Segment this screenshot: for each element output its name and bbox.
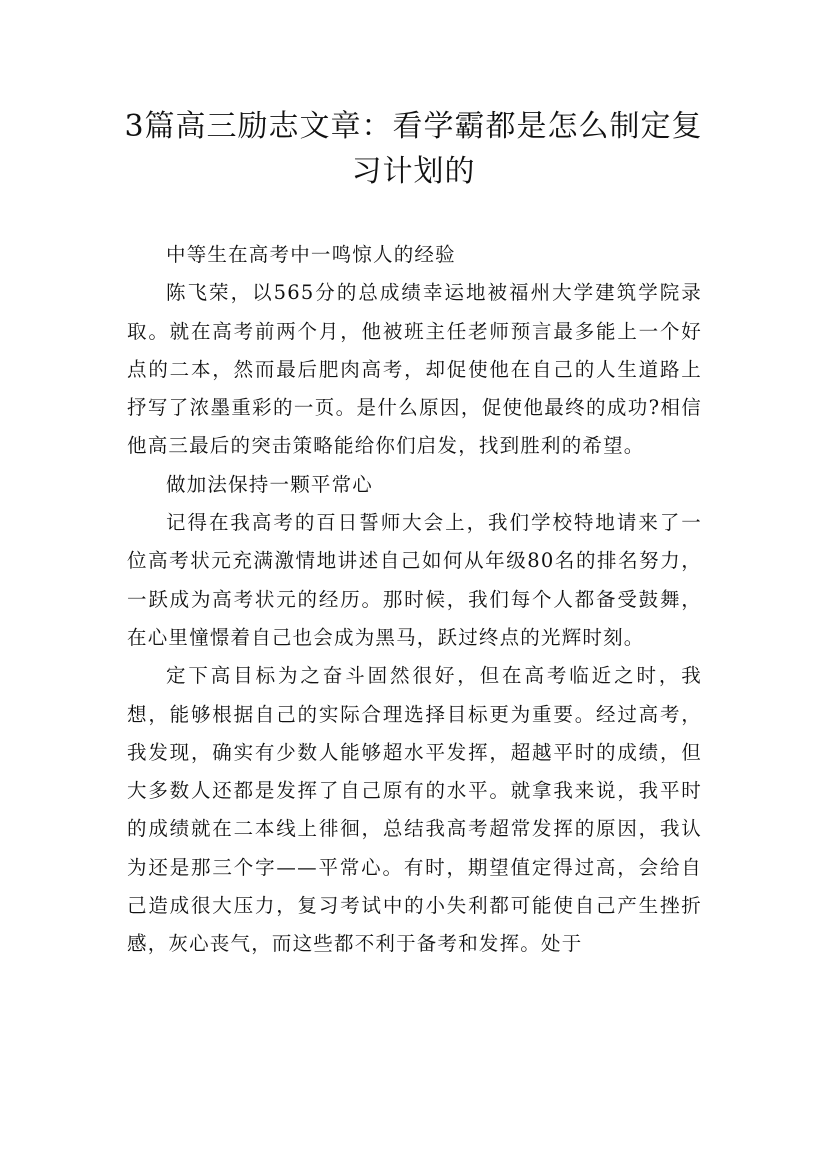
body-paragraph: 陈飞荣，以565分的总成绩幸运地被福州大学建筑学院录取。就在高考前两个月，他被班主任老师预言最多能上一个好点的二本，然而最后肥肉高考，却促使他在自己的人生道路上抒写了浓墨重彩的一页。是什么原因，促使他最终的成功?相信他高三最后的突击策略能给你们启发，找到胜利的希望。 [127,281,702,458]
body-paragraph: 记得在我高考的百日誓师大会上，我们学校特地请来了一位高考状元充满激情地讲述自己如何从年级80名的排名努力，一跃成为高考状元的经历。那时候，我们每个人都备受鼓舞，在心里憧憬着自己也会成为黑马，跃过终点的光辉时刻。 [127,511,702,649]
document-title: 3篇高三励志文章：看学霸都是怎么制定复习计划的 [124,109,703,189]
section-heading: 做加法保持一颗平常心 [166,472,374,496]
document-body [127,236,702,964]
section-heading: 中等生在高考中一鸣惊人的经验 [166,243,456,266]
body-paragraph: 定下高目标为之奋斗固然很好，但在高考临近之时，我想，能够根据自己的实际合理选择目标更为重要。经过高考，我发现，确实有少数人能够超水平发挥，超越平时的成绩，但大多数人还都是发挥了自己原有的水平。就拿我来说，我平时的成绩就在二本线上徘徊，总结我高考超常发挥的原因，我认为还是那三个字——平常心。有时，期望值定得过高，会给自己造成很大压力，复习考试中的小失利都可能使自己产生挫折感，灰心丧气，而这些都不利于备考和发挥。处于 [127,664,702,956]
